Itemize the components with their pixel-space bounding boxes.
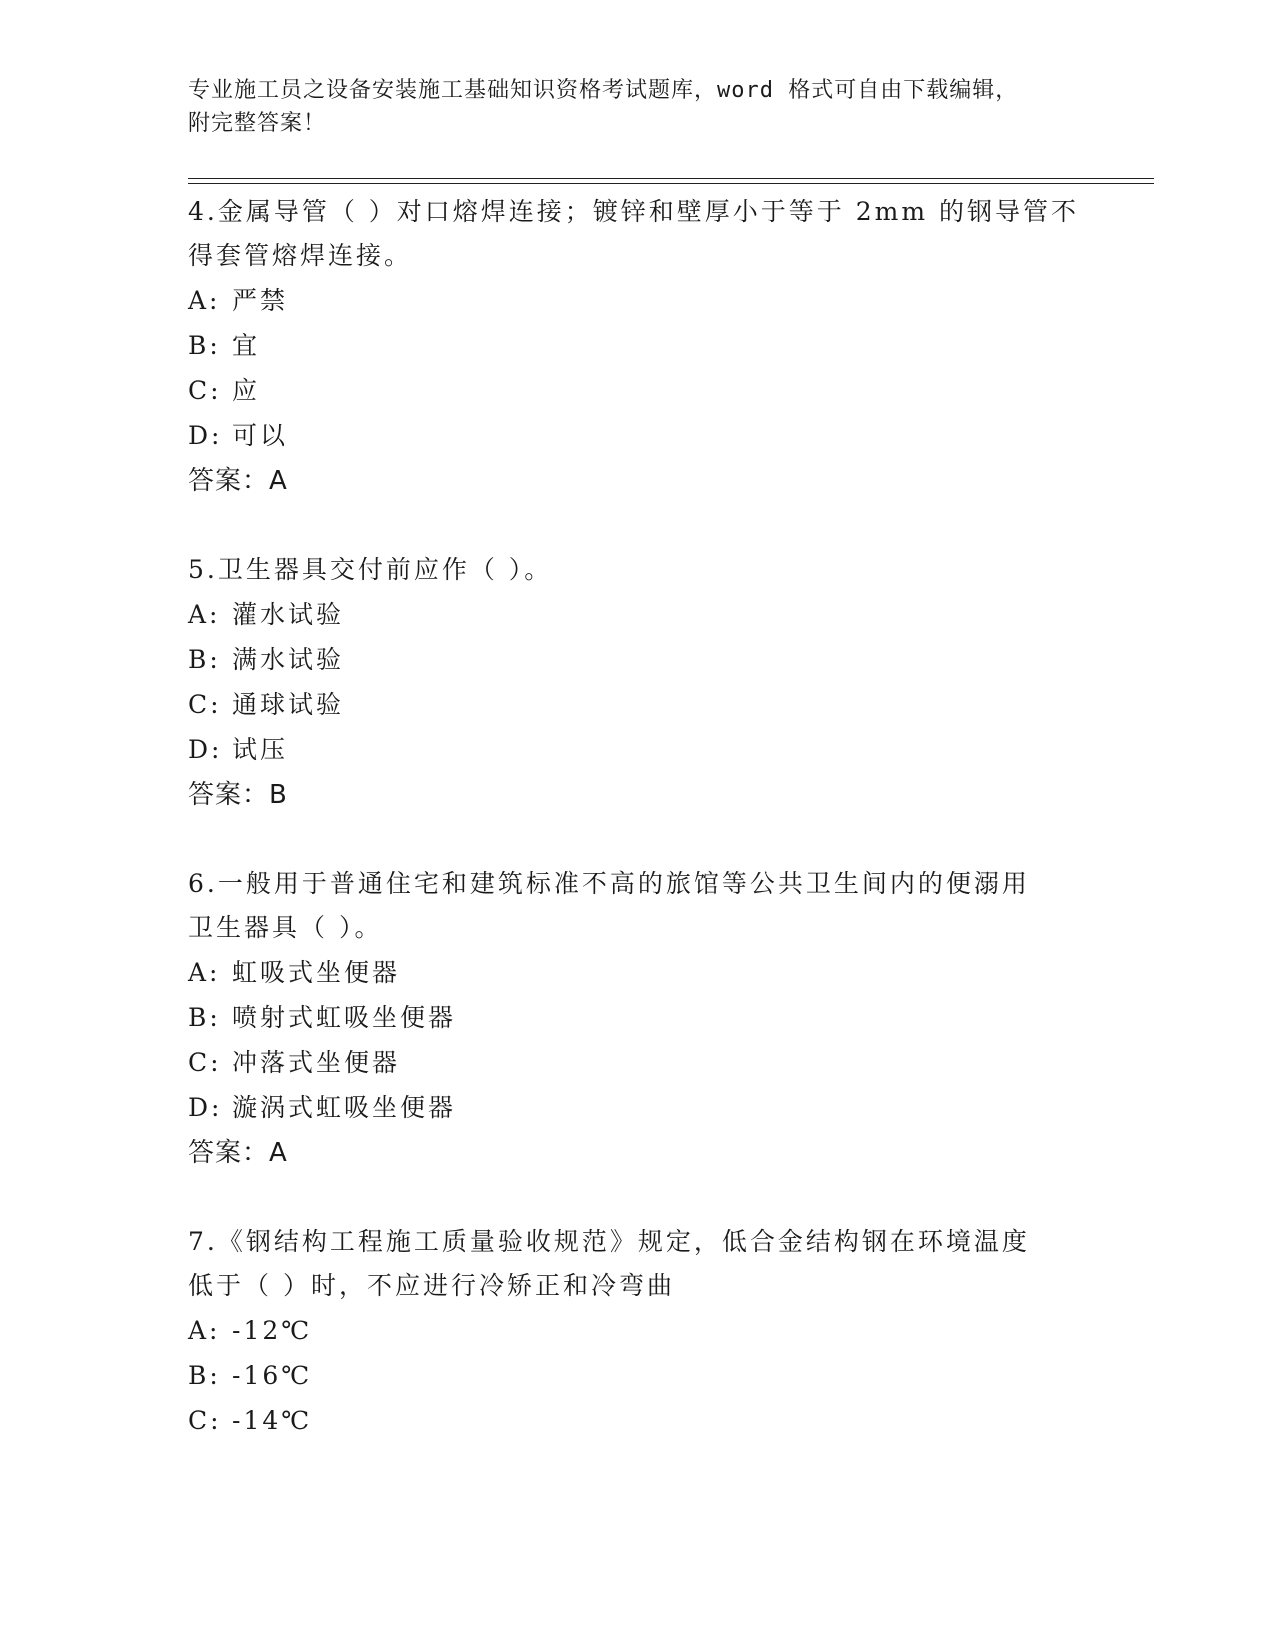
- option-letter: C:: [188, 1406, 222, 1435]
- question-stem-line: 4.金属导管（ ）对口熔焊连接；镀锌和壁厚小于等于 2mm 的钢导管不: [188, 197, 1080, 226]
- option-d: [188, 413, 1108, 458]
- question-stem-line: 得套管熔焊连接。: [188, 241, 413, 270]
- option-letter: C:: [188, 376, 222, 405]
- question-stem: [188, 546, 1108, 592]
- option-b: [188, 323, 1108, 368]
- question-stem-line: 7.《钢结构工程施工质量验收规范》规定，低合金结构钢在环境温度: [188, 1227, 1030, 1256]
- option-text: -12℃: [232, 1316, 313, 1345]
- question-stem-line: 5.卫生器具交付前应作（ ）。: [188, 555, 553, 584]
- option-letter: A:: [188, 286, 221, 315]
- question-stem: [188, 860, 1108, 950]
- option-text: 冲落式坐便器: [232, 1048, 401, 1077]
- question-stem-line: 低于（ ）时，不应进行冷矫正和冷弯曲: [188, 1271, 675, 1300]
- header-divider-top: [188, 178, 1154, 179]
- answer-line: 答案：A: [188, 1138, 288, 1168]
- option-list: [188, 1308, 1108, 1443]
- option-letter: D:: [188, 421, 223, 450]
- option-b: [188, 637, 1108, 682]
- option-text: 漩涡式虹吸坐便器: [232, 1093, 457, 1122]
- question-stem-line: 6.一般用于普通住宅和建筑标准不高的旅馆等公共卫生间内的便溺用: [188, 869, 1030, 898]
- option-b: [188, 995, 1108, 1040]
- option-letter: D:: [188, 735, 223, 764]
- option-text: 应: [232, 376, 261, 405]
- document-header: [188, 74, 1088, 140]
- option-text: 满水试验: [232, 645, 345, 674]
- option-letter: A:: [188, 1316, 221, 1345]
- option-d: [188, 1085, 1108, 1130]
- option-letter: B:: [188, 645, 221, 674]
- option-a: [188, 592, 1108, 637]
- answer-line: 答案：B: [188, 780, 288, 810]
- question-spacer: [188, 504, 1108, 546]
- question-6: [188, 860, 1108, 1176]
- option-list: [188, 950, 1108, 1130]
- question-4: [188, 188, 1108, 504]
- answer-line: 答案：A: [188, 466, 288, 496]
- option-text: 试压: [232, 735, 289, 764]
- option-text: 可以: [232, 421, 289, 450]
- option-text: -16℃: [232, 1361, 313, 1390]
- header-line-1: 专业施工员之设备安装施工基础知识资格考试题库，word 格式可自由下载编辑，: [188, 78, 1019, 103]
- option-letter: C:: [188, 690, 222, 719]
- option-letter: B:: [188, 1003, 221, 1032]
- option-text: 喷射式虹吸坐便器: [232, 1003, 457, 1032]
- option-a: [188, 950, 1108, 995]
- option-c: [188, 1398, 1108, 1443]
- option-letter: C:: [188, 1048, 222, 1077]
- question-7: [188, 1218, 1108, 1443]
- option-a: [188, 278, 1108, 323]
- option-text: 严禁: [232, 286, 289, 315]
- option-letter: B:: [188, 1361, 221, 1390]
- option-text: 灌水试验: [232, 600, 345, 629]
- option-a: [188, 1308, 1108, 1353]
- option-letter: A:: [188, 958, 221, 987]
- header-divider-bottom: [188, 183, 1154, 184]
- question-stem: [188, 188, 1108, 278]
- option-text: -14℃: [232, 1406, 313, 1435]
- option-letter: B:: [188, 331, 221, 360]
- question-5: [188, 546, 1108, 818]
- option-c: [188, 682, 1108, 727]
- question-stem-line: 卫生器具（ ）。: [188, 913, 383, 942]
- header-line-2: 附完整答案！: [188, 111, 327, 136]
- option-text: 虹吸式坐便器: [232, 958, 401, 987]
- option-letter: D:: [188, 1093, 223, 1122]
- option-list: [188, 278, 1108, 458]
- option-text: 宜: [232, 331, 261, 360]
- option-text: 通球试验: [232, 690, 345, 719]
- option-c: [188, 368, 1108, 413]
- question-spacer: [188, 1176, 1108, 1218]
- question-stem: [188, 1218, 1108, 1308]
- option-b: [188, 1353, 1108, 1398]
- option-d: [188, 727, 1108, 772]
- question-list: [188, 188, 1108, 1443]
- option-c: [188, 1040, 1108, 1085]
- question-spacer: [188, 818, 1108, 860]
- option-list: [188, 592, 1108, 772]
- option-letter: A:: [188, 600, 221, 629]
